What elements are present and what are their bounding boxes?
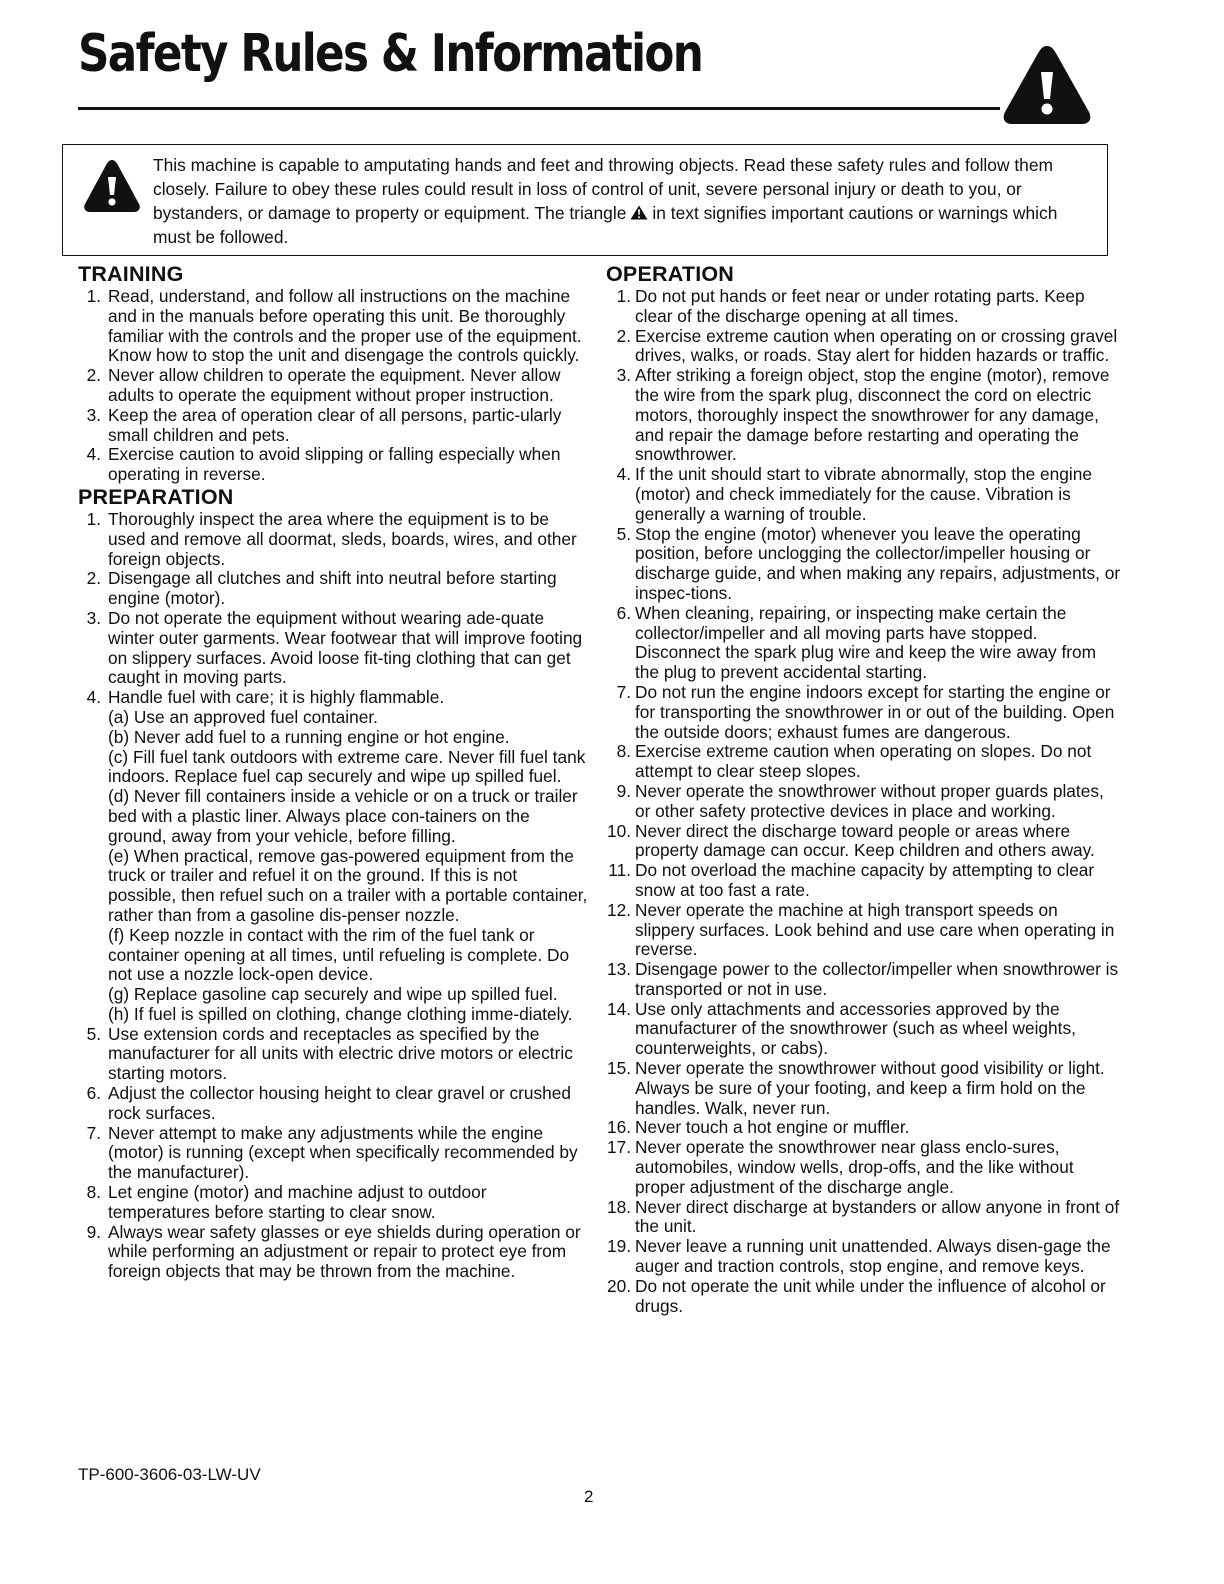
item-number: 14. xyxy=(606,998,631,1019)
sub-item-text: (c) Fill fuel tank outdoors with extreme care. Never fill fuel tank indoors. Replace fuel cap securely and wipe up spilled fuel. xyxy=(108,746,586,787)
section-title-preparation: PREPARATION xyxy=(78,484,234,509)
item-number: 3. xyxy=(86,607,101,628)
list-item xyxy=(606,1138,1121,1197)
item-number: 2. xyxy=(86,365,101,386)
list-item xyxy=(78,1084,588,1124)
item-text: When cleaning, repairing, or inspecting make certain the collector/impeller and all moving parts have stopped. Disconnect the spark plug wire and keep the wire away from the plug to prevent accidental starting. xyxy=(635,602,1097,683)
item-text: Do not overload the machine capacity by attempting to clear snow at too fast a rate. xyxy=(635,860,1095,900)
item-number: 15. xyxy=(606,1058,631,1079)
item-number: 1. xyxy=(86,286,101,306)
list-item xyxy=(606,901,1121,960)
item-text: Never operate the snowthrower without good visibility or light. Always be sure of your footing, and keep a firm hold on the handles. Walk, never run. xyxy=(635,1058,1105,1118)
list-item xyxy=(606,822,1121,862)
item-text: Do not operate the unit while under the influence of alcohol or drugs. xyxy=(635,1275,1106,1316)
item-text: Thoroughly inspect the area where the equipment is to be used and remove all doormat, sleds, boards, wires, and other foreign objects. xyxy=(108,508,577,569)
item-text: Disengage power to the collector/impeller when snowthrower is transported or not in use. xyxy=(635,959,1119,999)
list-item xyxy=(606,861,1121,901)
item-text: Exercise extreme caution when operating on slopes. Do not attempt to clear steep slopes. xyxy=(635,741,1092,782)
sub-item-text: (d) Never fill containers inside a vehicle or on a truck or trailer bed with a plastic liner. Always place con-tainers on the ground, away from your vehicle, before filling. xyxy=(108,786,578,846)
list-item xyxy=(606,1198,1121,1238)
item-number: 17. xyxy=(606,1137,631,1158)
document-code: TP-600-3606-03-LW-UV xyxy=(78,1465,261,1484)
item-text: Adjust the collector housing height to clear gravel or crushed rock surfaces. xyxy=(108,1083,572,1123)
sub-item-text: (e) When practical, remove gas-powered equipment from the truck or trailer and refuel it on the ground. If this is not possible, then refuel such on a trailer with a portable container, rather than from a gasoline dis-penser nozzle. xyxy=(108,845,588,925)
sub-item-text: (a) Use an approved fuel container. xyxy=(108,706,378,727)
list-item xyxy=(78,445,588,485)
list-item xyxy=(606,1000,1121,1059)
item-text: Never direct discharge at bystanders or allow anyone in front of the unit. xyxy=(635,1196,1120,1237)
item-number: 13. xyxy=(606,959,631,980)
item-number: 5. xyxy=(616,523,631,544)
item-number: 11. xyxy=(608,860,631,881)
notice-text-main: This machine is capable to amputating hands and feet and throwing objects. Read these safety rules and follow them closely. Failure to obey these rules could result in loss of control of unit, severe personal injury or death to you, or bystanders, or damage to property or equipment. The triangle xyxy=(153,155,1054,223)
item-number: 1. xyxy=(86,508,101,529)
item-number: 6. xyxy=(86,1083,101,1104)
item-text: If the unit should start to vibrate abnormally, stop the engine (motor) and check immediately for the cause. Vibration is generally a warning of trouble. xyxy=(635,464,1092,524)
item-text: Read, understand, and follow all instructions on the machine and in the manuals before operating this unit. Be thoroughly familiar with the controls and the proper use of the equipment. Know how to stop the unit and disengage the controls quickly. xyxy=(108,286,582,366)
item-number: 6. xyxy=(616,602,631,623)
item-text: Disengage all clutches and shift into neutral before starting engine (motor). xyxy=(108,568,557,609)
item-number: 3. xyxy=(86,404,101,425)
item-number: 10. xyxy=(606,820,631,841)
item-text: Do not put hands or feet near or under rotating parts. Keep clear of the discharge opening at all times. xyxy=(635,286,1085,326)
item-text: Do not operate the equipment without wearing ade-quate winter outer garments. Wear footwear that will improve footing on slippery surfaces. Avoid loose fit-ting clothing that can get caught in moving parts. xyxy=(108,607,583,688)
notice-text-end: in text signifies important cautions or warnings which must be followed. xyxy=(153,203,1058,247)
item-number: 3. xyxy=(616,365,631,386)
list-item xyxy=(606,1237,1121,1277)
item-text: Never allow children to operate the equipment. Never allow adults to operate the equipment without proper instruction. xyxy=(108,365,561,405)
item-text: Never direct the discharge toward people or areas where property damage can occur. Keep children and others away. xyxy=(635,820,1095,861)
section-title-operation: OPERATION xyxy=(606,262,735,286)
item-number: 4. xyxy=(616,464,631,485)
item-text: Exercise extreme caution when operating on or crossing gravel drives, walks, or roads. Stay alert for hidden hazards or traffic. xyxy=(635,325,1118,366)
list-item xyxy=(606,366,1121,465)
item-text: Do not run the engine indoors except for starting the engine or for transporting the snowthrower in or out of the building. Open the outside doors; exhaust fumes are dangerous. xyxy=(635,681,1115,742)
list-item xyxy=(78,688,588,1025)
list-item xyxy=(606,525,1121,604)
warning-triangle-icon xyxy=(1002,44,1092,126)
item-number: 18. xyxy=(606,1196,631,1217)
item-text: Let engine (motor) and machine adjust to outdoor temperatures before starting to clear snow. xyxy=(108,1182,487,1222)
item-text: Use only attachments and accessories approved by the manufacturer of the snowthrower (such as wheel weights, counterweights, or cabs). xyxy=(635,998,1076,1059)
list-item xyxy=(606,1059,1121,1118)
list-item xyxy=(606,782,1121,822)
list-item xyxy=(606,683,1121,742)
item-text: Stop the engine (motor) whenever you leave the operating position, before unclogging the collector/impeller housing or discharge guide, and when making any repairs, adjustments, or inspec-tions. xyxy=(635,523,1121,603)
warning-triangle-icon xyxy=(83,159,141,213)
notice-text xyxy=(153,153,1098,249)
list-item xyxy=(78,510,588,569)
list-item xyxy=(78,366,588,406)
sub-item-text: (h) If fuel is spilled on clothing, change clothing imme-diately. xyxy=(108,1003,573,1024)
item-text: Never operate the snowthrower without proper guards plates, or other safety protective devices in place and working. xyxy=(635,780,1104,821)
list-item xyxy=(78,609,588,688)
item-text: Always wear safety glasses or eye shields during operation or while performing an adjustment or repair to protect eye from foreign objects that may be thrown from the machine. xyxy=(108,1221,581,1282)
item-number: 12. xyxy=(606,899,631,920)
page-title: Safety Rules & Information xyxy=(78,24,703,84)
operation-list xyxy=(606,287,1121,1316)
item-number: 2. xyxy=(616,325,631,346)
item-number: 9. xyxy=(616,780,631,801)
item-number: 19. xyxy=(606,1236,631,1257)
list-item xyxy=(606,960,1121,1000)
title-rule xyxy=(78,107,1000,110)
item-text: Handle fuel with care; it is highly flammable. xyxy=(108,687,445,708)
item-number: 20. xyxy=(606,1275,631,1296)
preparation-list xyxy=(78,510,588,1282)
item-number: 5. xyxy=(86,1023,101,1044)
list-item xyxy=(78,569,588,609)
item-number: 16. xyxy=(606,1117,631,1138)
sub-item-text: (b) Never add fuel to a running engine or hot engine. xyxy=(108,726,510,747)
item-number: 8. xyxy=(86,1182,101,1203)
list-item xyxy=(606,327,1121,367)
list-item xyxy=(606,287,1121,327)
item-text: Never leave a running unit unattended. Always disen-gage the auger and traction controls, stop engine, and remove keys. xyxy=(635,1236,1111,1277)
list-item xyxy=(78,287,588,366)
item-number: 9. xyxy=(86,1221,101,1242)
item-text: After striking a foreign object, stop the engine (motor), remove the wire from the spark plug, disconnect the cord on electric motors, thoroughly inspect the snowthrower for any damage, and repair the damage before restarting and operating the snowthrower. xyxy=(635,365,1110,465)
item-text: Use extension cords and receptacles as specified by the manufacturer for all units with electric drive motors or electric starting motors. xyxy=(108,1023,573,1084)
list-item xyxy=(78,1025,588,1084)
right-column xyxy=(606,262,1121,1316)
list-item xyxy=(78,406,588,446)
safety-notice-box xyxy=(62,144,1108,256)
list-item xyxy=(78,1223,588,1282)
left-column xyxy=(78,262,588,1282)
list-item xyxy=(606,465,1121,524)
sub-item-text: (g) Replace gasoline cap securely and wipe up spilled fuel. xyxy=(108,984,558,1005)
item-text: Exercise caution to avoid slipping or falling especially when operating in reverse. xyxy=(108,444,561,485)
sub-item-text: (f) Keep nozzle in contact with the rim of the fuel tank or container opening at all times, until refueling is complete. Do not use a nozzle lock-open device. xyxy=(108,924,570,985)
list-item xyxy=(606,742,1121,782)
training-list xyxy=(78,287,588,485)
list-item xyxy=(606,1277,1121,1317)
item-text: Never touch a hot engine or muffler. xyxy=(635,1117,910,1138)
item-text: Keep the area of operation clear of all persons, partic-ularly small children and pets. xyxy=(108,404,562,445)
item-number: 7. xyxy=(86,1122,101,1143)
list-item xyxy=(78,1183,588,1223)
item-text: Never attempt to make any adjustments while the engine (motor) is running (except when specifically recommended by the manufacturer). xyxy=(108,1122,578,1183)
list-item xyxy=(606,604,1121,683)
page-number: 2 xyxy=(584,1487,594,1506)
item-number: 7. xyxy=(616,681,631,702)
item-number: 8. xyxy=(616,741,631,762)
section-title-training: TRAINING xyxy=(78,262,184,286)
list-item xyxy=(606,1118,1121,1138)
list-item xyxy=(78,1124,588,1183)
item-number: 4. xyxy=(86,444,101,465)
item-number: 2. xyxy=(86,568,101,589)
item-number: 1. xyxy=(616,286,631,306)
item-text: Never operate the machine at high transport speeds on slippery surfaces. Look behind and use care when operating in reverse. xyxy=(635,899,1115,960)
item-text: Never operate the snowthrower near glass enclo-sures, automobiles, window wells, drop-offs, and the like without proper adjustment of the discharge angle. xyxy=(635,1137,1074,1197)
item-number: 4. xyxy=(86,687,101,708)
warning-triangle-icon xyxy=(630,205,648,220)
